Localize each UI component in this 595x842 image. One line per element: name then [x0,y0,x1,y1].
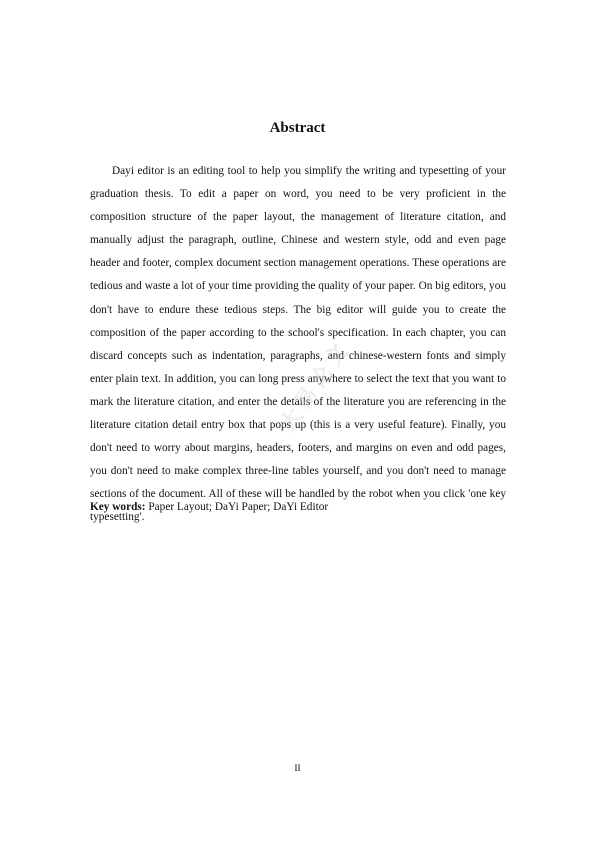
abstract-body: Dayi editor is an editing tool to help you simplify the writing and typesetting of your graduation thesis. To edit a paper on word, you need to be very proficient in the composition structure of the paper layout, the management of literature citation, and manually adjust the paragraph, outline, Chinese and western style, odd and even page header and footer, complex document section management operations. These operations are tedious and waste a lot of your time providing the quality of your paper. On big editors, you don't have to endure these tedious steps. The big editor will guide you to create the composition of the paper according to the school's specification. In each chapter, you can discard concepts such as indentation, paragraphs, and chinese-western fonts and simply enter plain text. In addition, you can long press anywhere to select the text that you want to mark the literature citation, and enter the details of the literature you are referencing in the literature citation detail entry box that pops up (this is a very useful feature). Finally, you don't need to worry about margins, headers, footers, and margins on even and odd pages, you don't need to make complex three-line tables yourself, and you don't need to manage sections of the document. All of these will be handled by the robot when you click 'one key typesetting'. [90,165,506,524]
watermark: 大易论文 [274,336,355,436]
keywords-value: Paper Layout; DaYi Paper; DaYi Editor [145,501,329,513]
page-number: II [294,764,301,774]
keywords-line [90,496,506,519]
abstract-title: Abstract [269,120,326,136]
keywords-label: Key words: [90,501,146,513]
